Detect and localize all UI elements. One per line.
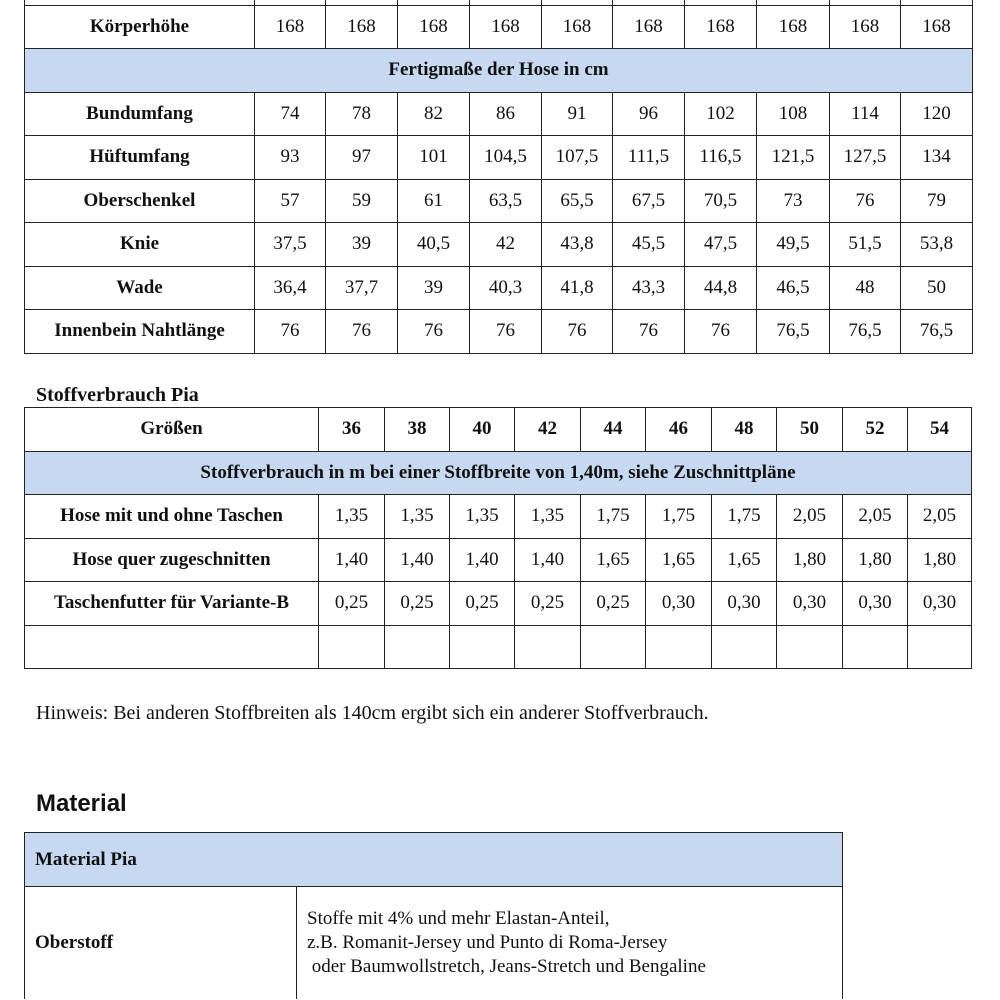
table-cell: 93: [255, 136, 326, 180]
table-cell: 168: [830, 5, 901, 49]
row-label: Körperhöhe: [25, 5, 255, 49]
table-cell: 1,80: [777, 538, 843, 582]
table-cell: 104,5: [470, 136, 542, 180]
table-cell: 76: [326, 310, 398, 354]
row-label: Taschenfutter für Variante-B: [25, 582, 319, 626]
table-cell: 39: [398, 266, 470, 310]
table-cell: 1,35: [450, 495, 515, 539]
size-header: 44: [581, 408, 646, 452]
table-cell: 61: [398, 179, 470, 223]
row-label: Hose quer zugeschnitten: [25, 538, 319, 582]
material-value-line: z.B. Romanit-Jersey und Punto di Roma-Jersey: [307, 932, 668, 953]
table-cell: 1,40: [515, 538, 581, 582]
material-row: [25, 887, 843, 1000]
section-band-row: [25, 49, 973, 93]
table-row: [25, 92, 973, 136]
table-cell: 121,5: [757, 136, 830, 180]
table-cell: 37,5: [255, 223, 326, 267]
table-cell: 114: [830, 92, 901, 136]
table-cell: 1,35: [385, 495, 450, 539]
table-cell: 1,80: [843, 538, 908, 582]
section-title: Stoffverbrauch in m bei einer Stoffbreite von 1,40m, siehe Zuschnittpläne: [25, 451, 972, 495]
table-cell: 108: [757, 92, 830, 136]
table-row: [25, 310, 973, 354]
table-cell: 76: [398, 310, 470, 354]
table-cell: 78: [326, 92, 398, 136]
table-cell: 1,65: [646, 538, 712, 582]
table-cell: 76,5: [901, 310, 973, 354]
material-table: [24, 832, 843, 999]
size-header: 52: [843, 408, 908, 452]
size-header: 50: [777, 408, 843, 452]
material-table-title: Material Pia: [25, 833, 843, 887]
table-cell: 53,8: [901, 223, 973, 267]
table-cell: 37,7: [326, 266, 398, 310]
fabric-usage-table: [24, 407, 972, 669]
table-cell: 40,3: [470, 266, 542, 310]
table-cell: 76: [613, 310, 685, 354]
table-cell: 82: [398, 92, 470, 136]
table-cell: 43,3: [613, 266, 685, 310]
size-header: 38: [385, 408, 450, 452]
table-cell: 0,30: [908, 582, 972, 626]
table-cell: 46,5: [757, 266, 830, 310]
table-cell: 76,5: [830, 310, 901, 354]
table-cell: [646, 625, 712, 669]
table-cell: 2,05: [843, 495, 908, 539]
table-cell: 1,75: [712, 495, 777, 539]
table-cell: 65,5: [542, 179, 613, 223]
table-cell: 168: [901, 5, 973, 49]
table-cell: 74: [255, 92, 326, 136]
table-cell: [908, 625, 972, 669]
table-row: [25, 538, 972, 582]
table-cell: 168: [685, 5, 757, 49]
table-row: [25, 495, 972, 539]
row-label: Oberschenkel: [25, 179, 255, 223]
size-header: 54: [908, 408, 972, 452]
table-cell: 0,30: [777, 582, 843, 626]
row-label: Hose mit und ohne Taschen: [25, 495, 319, 539]
table-cell: 76: [470, 310, 542, 354]
table-cell: 40,5: [398, 223, 470, 267]
table-cell: 49,5: [757, 223, 830, 267]
table-cell: [319, 625, 385, 669]
table-cell: 1,65: [712, 538, 777, 582]
table-cell: 1,40: [385, 538, 450, 582]
table-row: [25, 223, 973, 267]
table-cell: 1,80: [908, 538, 972, 582]
table-cell: 0,30: [646, 582, 712, 626]
table-cell: 44,8: [685, 266, 757, 310]
table-cell: 111,5: [613, 136, 685, 180]
table-cell: 70,5: [685, 179, 757, 223]
table-cell: 1,35: [515, 495, 581, 539]
table-cell: 0,25: [450, 582, 515, 626]
table-cell: 96: [613, 92, 685, 136]
material-heading: Material: [36, 790, 127, 817]
row-label: Innenbein Nahtlänge: [25, 310, 255, 354]
sizes-label: Größen: [25, 408, 319, 452]
material-label: Oberstoff: [25, 887, 297, 1000]
table-cell: 76: [542, 310, 613, 354]
row-label: Knie: [25, 223, 255, 267]
table-cell: 91: [542, 92, 613, 136]
table-cell: 2,05: [777, 495, 843, 539]
table-cell: 1,35: [319, 495, 385, 539]
table-cell: 127,5: [830, 136, 901, 180]
table-row: [25, 136, 973, 180]
table-cell: 73: [757, 179, 830, 223]
table-cell: 86: [470, 92, 542, 136]
section-band-row: [25, 451, 972, 495]
table-cell: 36,4: [255, 266, 326, 310]
table-cell: 0,25: [581, 582, 646, 626]
table-cell: 63,5: [470, 179, 542, 223]
table-cell: 76: [830, 179, 901, 223]
table-cell: 76,5: [757, 310, 830, 354]
table-cell: [777, 625, 843, 669]
table-row: [25, 266, 973, 310]
note-text: Hinweis: Bei anderen Stoffbreiten als 140cm ergibt sich ein anderer Stoffverbrauch.: [36, 702, 709, 724]
measurements-table: [24, 0, 973, 354]
table-cell: 1,75: [581, 495, 646, 539]
size-header: 40: [450, 408, 515, 452]
table-cell: 50: [901, 266, 973, 310]
table-cell: 134: [901, 136, 973, 180]
table-cell: 168: [757, 5, 830, 49]
size-header: 48: [712, 408, 777, 452]
table-cell: 1,40: [450, 538, 515, 582]
table-row: [25, 179, 973, 223]
row-label: Bundumfang: [25, 92, 255, 136]
table-cell: 1,40: [319, 538, 385, 582]
table-cell: 102: [685, 92, 757, 136]
table-cell: 0,25: [385, 582, 450, 626]
table-cell: [712, 625, 777, 669]
table-cell: 48: [830, 266, 901, 310]
table-cell: 168: [613, 5, 685, 49]
table-cell: 0,25: [515, 582, 581, 626]
material-value: [297, 887, 843, 1000]
table-cell: 0,30: [712, 582, 777, 626]
size-header: 42: [515, 408, 581, 452]
table-cell: 101: [398, 136, 470, 180]
table-cell: 51,5: [830, 223, 901, 267]
table-cell: 168: [542, 5, 613, 49]
table-cell: 97: [326, 136, 398, 180]
table-cell: 59: [326, 179, 398, 223]
material-header-row: [25, 833, 843, 887]
table-cell: 79: [901, 179, 973, 223]
size-header: 46: [646, 408, 712, 452]
empty-row: [25, 625, 972, 669]
table-row-body-height: [25, 5, 973, 49]
material-value-line: Stoffe mit 4% und mehr Elastan-Anteil,: [307, 908, 610, 929]
table-cell: 168: [326, 5, 398, 49]
table-cell: 0,30: [843, 582, 908, 626]
row-label: Hüftumfang: [25, 136, 255, 180]
table-cell: 76: [255, 310, 326, 354]
table-cell: 42: [470, 223, 542, 267]
table-cell: 47,5: [685, 223, 757, 267]
table-cell: [450, 625, 515, 669]
table-cell: 39: [326, 223, 398, 267]
table-cell: 2,05: [908, 495, 972, 539]
section-title: Fertigmaße der Hose in cm: [25, 49, 973, 93]
table-cell: 168: [255, 5, 326, 49]
table-cell: 43,8: [542, 223, 613, 267]
table-cell: [385, 625, 450, 669]
table-row: [25, 582, 972, 626]
table-cell: [25, 625, 319, 669]
table-cell: 67,5: [613, 179, 685, 223]
table-cell: 57: [255, 179, 326, 223]
table-cell: 168: [470, 5, 542, 49]
table-cell: 107,5: [542, 136, 613, 180]
table-cell: 1,65: [581, 538, 646, 582]
size-header: 36: [319, 408, 385, 452]
table-cell: [843, 625, 908, 669]
table-cell: 45,5: [613, 223, 685, 267]
sizes-header-row: [25, 408, 972, 452]
table-cell: 76: [685, 310, 757, 354]
table-cell: 0,25: [319, 582, 385, 626]
table-cell: 41,8: [542, 266, 613, 310]
table-cell: [515, 625, 581, 669]
table-cell: 1,75: [646, 495, 712, 539]
fabric-table-title: Stoffverbrauch Pia: [36, 384, 199, 406]
table-cell: 168: [398, 5, 470, 49]
material-value-line: oder Baumwollstretch, Jeans-Stretch und Bengaline: [307, 956, 706, 977]
table-cell: 120: [901, 92, 973, 136]
table-cell: [581, 625, 646, 669]
table-cell: 116,5: [685, 136, 757, 180]
row-label: Wade: [25, 266, 255, 310]
